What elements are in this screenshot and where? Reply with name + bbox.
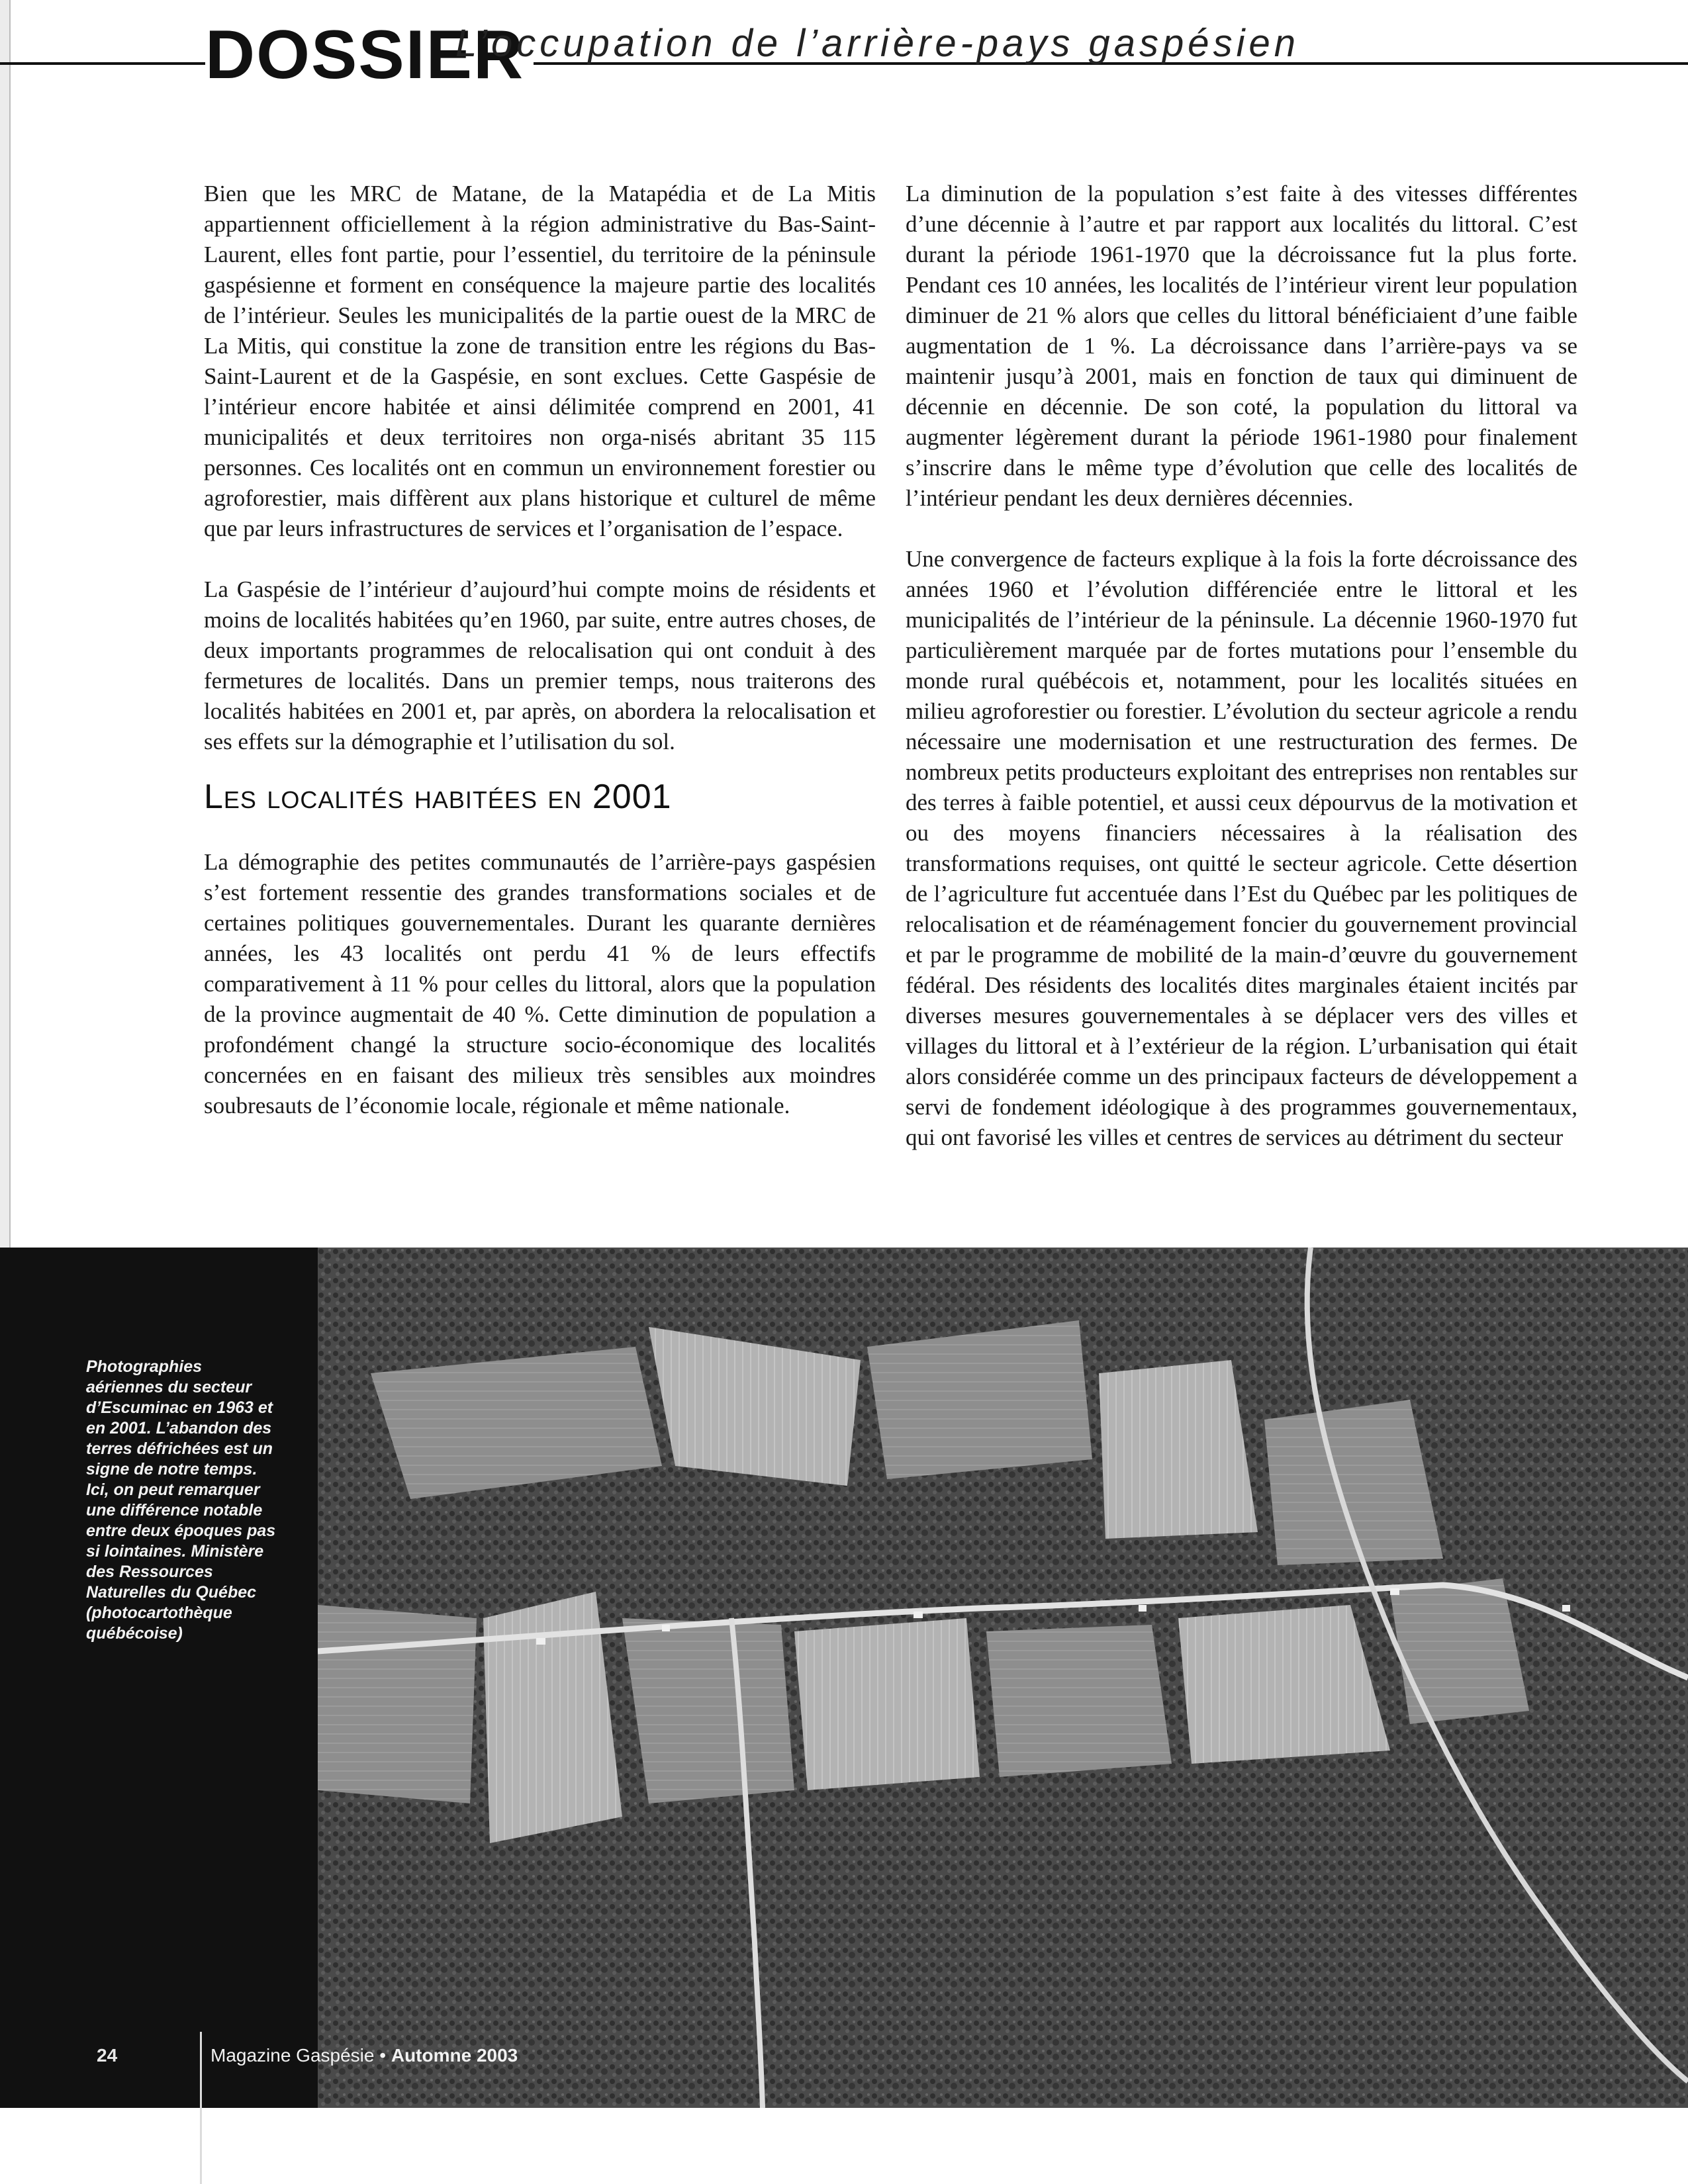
field bbox=[867, 1320, 1092, 1479]
magazine-name: Magazine Gaspésie bbox=[211, 2045, 375, 2066]
field bbox=[794, 1618, 980, 1790]
issue-name: Automne 2003 bbox=[391, 2045, 518, 2066]
building bbox=[1562, 1605, 1570, 1612]
section-heading-text: Les localités habitées en 2001 bbox=[204, 778, 672, 816]
building bbox=[914, 1612, 923, 1618]
right-column bbox=[906, 179, 1577, 1153]
footer-rule bbox=[200, 2032, 202, 2184]
paragraph: Une convergence de facteurs explique à la fois la forte décroissance des années 1960 et l’évolution différenciée entre le littoral et les municipalités de l’intérieur de la péninsule. La décennie 1960-1970 fut particulièrement marquée par de fortes mutations pour l’ensemble du monde rural québécois et, notamment, pour les localités situées en milieu agroforestier ou forestier. L’évolution du secteur agricole a rendu nécessaire une modernisation et une restructuration des fermes. De nombreux petits producteurs exploitant des entreprises non rentables sur des terres à faible potentiel, et aussi ceux dépourvus de la motivation et ou des moyens financiers nécessaires à la réalisation des transformations requises, ont quitté le secteur agricole. Cette désertion de l’agriculture fut accentuée dans l’Est du Québec par les politiques de relocalisation et de réaménagement foncier du gouvernement provincial et par le programme de mobilité de la main-d’œuvre du gouvernement fédéral. Des résidents des localités dites marginales étaient incités par diverses mesures gouvernementales à se déplacer vers des villes et villages du littoral et à l’extérieur de la région. L’urbanisation qui était alors considérée comme un des principaux facteurs de développement a servi de fondement idéologique à des programmes gouvernementaux, qui ont favorisé les villes et centres de services au détriment du secteur bbox=[906, 546, 1577, 1150]
left-column bbox=[204, 179, 876, 1121]
separator: • bbox=[379, 2045, 387, 2066]
page-header bbox=[0, 0, 1688, 93]
building bbox=[536, 1638, 545, 1645]
paragraph: La diminution de la population s’est faite à des vitesses différentes d’une décennie à l’autre et par rapport aux localités du littoral. C’est durant la période 1961-1970 que la décroissance fut la plus forte. Pendant ces 10 années, les localités de l’intérieur virent leur population diminuer de 21 % alors que celles du littoral bénéficiaient d’une faible augmentation de 1 %. La décroissance dans l’arrière-pays va se maintenir jusqu’à 2001, mais en fonction de taux qui diminuent de décennie en décennie. De son coté, la population du littoral va augmenter légèrement durant la période 1961-1980 pour finalement s’inscrire dans le même type d’évolution que celle des localités de l’intérieur pendant les deux dernières décennies. bbox=[906, 181, 1577, 511]
building bbox=[662, 1625, 670, 1631]
footer-title bbox=[211, 2045, 518, 2066]
field bbox=[318, 1605, 477, 1803]
paragraph: La Gaspésie de l’intérieur d’aujourd’hui compte moins de résidents et moins de localités habitées qu’en 1960, par suite, entre autres choses, de deux importants programmes de relocalisation qui ont conduit à des fermetures de localités. Dans un premier temps, nous traiterons des localités habitées en 2001 et, par après, on abordera la relocalisation et ses effets sur la démographie et l’utilisation du sol. bbox=[204, 576, 876, 754]
field bbox=[1099, 1360, 1258, 1539]
article-kicker: L’occupation de l’arrière-pays gaspésien bbox=[455, 22, 1299, 65]
aerial-photograph bbox=[318, 1248, 1688, 2108]
paragraph: Bien que les MRC de Matane, de la Matapédia et de La Mitis appartiennent officiellement à la région administrative du Bas-Saint-Laurent, elles font partie, pour l’essentiel, du territoire de la péninsule gaspésienne et forment en conséquence la majeure partie des localités de l’intérieur. Seules les municipalités de la partie ouest de la MRC de La Mitis, qui constitue la zone de transition entre les régions du Bas-Saint-Laurent et de la Gaspésie, en sont exclues. Cette Gaspésie de l’intérieur encore habitée et ainsi délimitée comprend en 2001, 41 municipalités et deux territoires non orga-nisés abritant 35 115 personnes. Ces localités ont en commun un environnement forestier ou agroforestier, mais diffèrent aux plans historique et culturel de même que par leurs infrastructures de services et l’organisation de l’espace. bbox=[204, 181, 876, 541]
section-label: DOSSIER bbox=[205, 19, 534, 91]
building bbox=[1139, 1605, 1147, 1612]
building bbox=[1390, 1588, 1399, 1595]
photo-caption: Photographies aériennes du secteur d’Escuminac en 1963 et en 2001. L’abandon des terres défrichées est un signe de notre temps. Ici, on peut remarquer une différence notable entre deux époques pas si lointaines. Ministère des Ressources Naturelles du Québec (photocartothèque québécoise) bbox=[86, 1357, 276, 1643]
section-heading bbox=[204, 776, 876, 818]
bottom-margin bbox=[0, 2108, 1688, 2184]
page-number: 24 bbox=[97, 2045, 118, 2066]
field bbox=[986, 1625, 1172, 1777]
field bbox=[622, 1618, 794, 1803]
paragraph: La démographie des petites communautés de l’arrière-pays gaspésien s’est fortement ressentie des grandes transformations sociales et de certaines politiques gouvernementales. Durant les quarante dernières années, les 43 localités ont perdu 41 % de leurs effectifs comparativement à 11 % pour celles du littoral, alors que la population de la province augmentait de 40 %. Cette diminution de population a profondément changé la structure socio-économique des localités concernées en en faisant des milieux très sensibles aux moindres soubresauts de l’économie locale, régionale et même nationale. bbox=[204, 849, 876, 1118]
